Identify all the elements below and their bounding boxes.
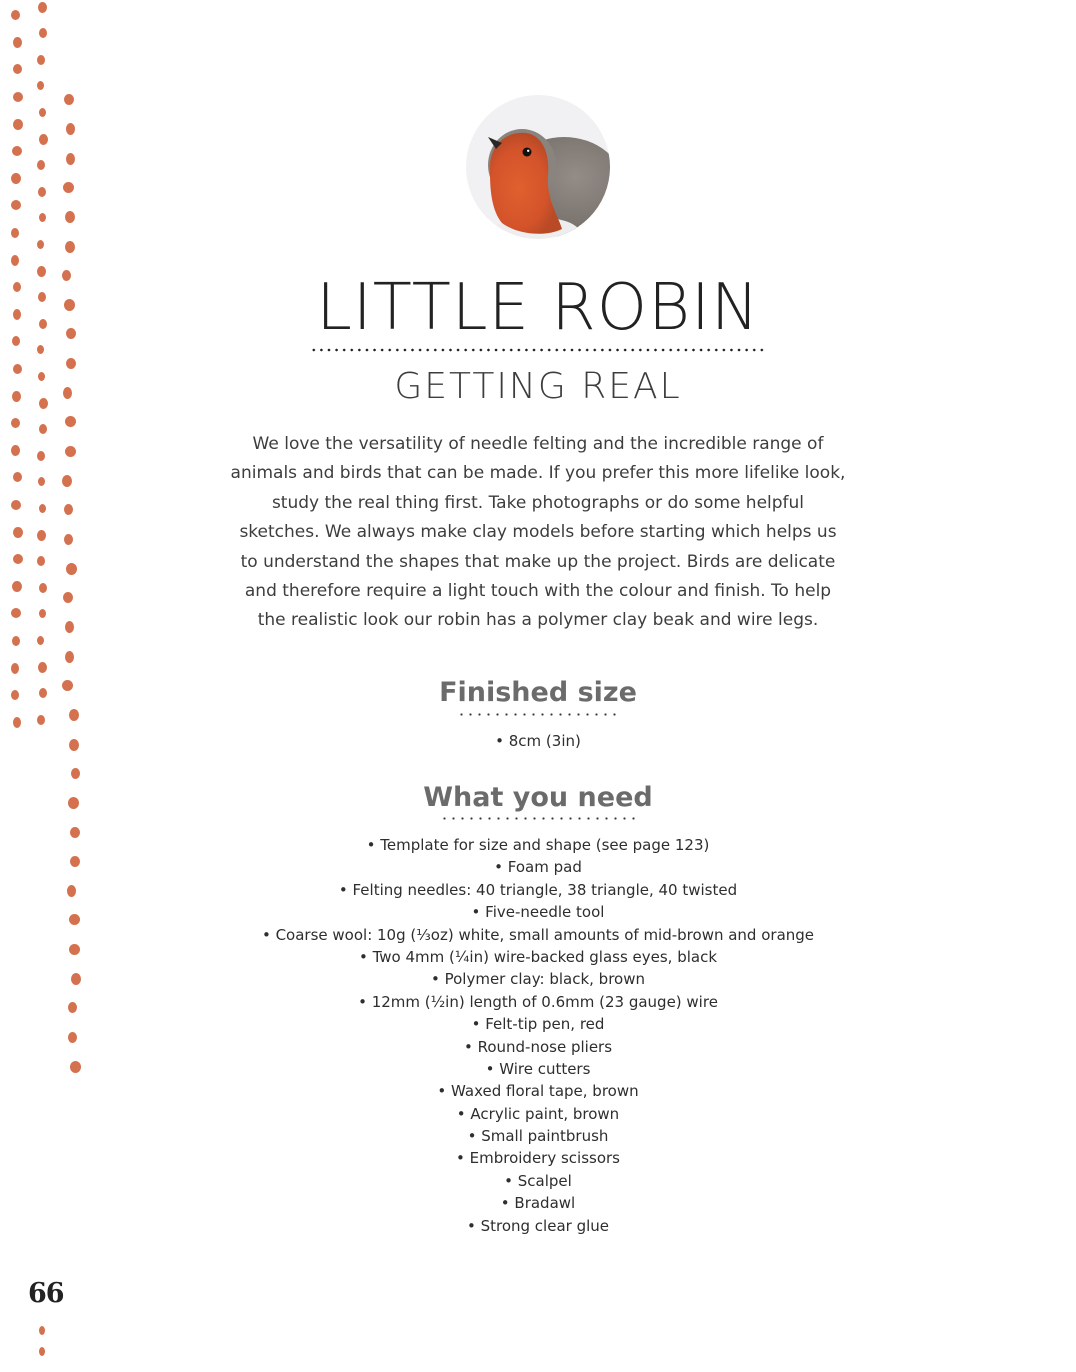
decorative-dot: [13, 472, 22, 482]
decorative-dot: [37, 715, 45, 725]
decorative-dot: [37, 636, 44, 645]
decorative-dot: [13, 64, 22, 74]
list-item: • Polymer clay: black, brown: [0, 968, 1076, 990]
decorative-dot: [13, 37, 22, 48]
decorative-dot: [38, 2, 47, 13]
decorative-dot: [71, 768, 80, 779]
decorative-dot: [11, 418, 20, 428]
page-number: 66: [28, 1278, 64, 1309]
list-item: • Bradawl: [0, 1192, 1076, 1214]
title-dotted-divider: [310, 348, 768, 352]
decorative-dot: [65, 446, 76, 457]
decorative-dot: [39, 504, 46, 513]
decorative-dot: [11, 445, 20, 456]
decorative-dot: [37, 530, 46, 541]
decorative-dot: [38, 662, 47, 673]
decorative-dot: [38, 477, 45, 486]
decorative-dot: [65, 241, 75, 253]
decorative-dot: [13, 717, 21, 728]
decorative-dot: [13, 554, 23, 564]
list-item: • Round-nose pliers: [0, 1036, 1076, 1058]
decorative-dot: [66, 153, 75, 165]
decorative-dot: [39, 28, 47, 38]
decorative-dot: [11, 663, 19, 674]
decorative-dot: [65, 651, 74, 663]
decorative-dot: [38, 187, 46, 197]
list-item: • 12mm (½in) length of 0.6mm (23 gauge) wire: [0, 991, 1076, 1013]
decorative-dot: [39, 1347, 45, 1356]
finished-size-heading: Finished size: [439, 677, 637, 708]
felted-robin-image: [466, 95, 610, 239]
decorative-dot: [37, 345, 44, 354]
decorative-dot: [39, 1326, 45, 1335]
decorative-dot: [66, 563, 77, 575]
list-item: • Waxed floral tape, brown: [0, 1080, 1076, 1102]
decorative-dot: [13, 119, 23, 130]
list-item: • Two 4mm (¼in) wire-backed glass eyes, black: [0, 946, 1076, 968]
list-item: • Wire cutters: [0, 1058, 1076, 1080]
what-you-need-dotted-divider: [440, 817, 637, 820]
decorative-dot: [37, 160, 45, 170]
list-item: • Felt-tip pen, red: [0, 1013, 1076, 1035]
decorative-dot: [65, 211, 75, 223]
decorative-dot: [64, 94, 74, 105]
list-item: • 8cm (3in): [0, 730, 1076, 752]
list-item: • Foam pad: [0, 856, 1076, 878]
decorative-dot: [37, 240, 44, 249]
list-item: • Five-needle tool: [0, 901, 1076, 923]
list-item: • Acrylic paint, brown: [0, 1103, 1076, 1125]
list-item: • Embroidery scissors: [0, 1147, 1076, 1169]
list-item: • Strong clear glue: [0, 1215, 1076, 1237]
decorative-dot: [63, 592, 73, 603]
decorative-dot: [12, 581, 22, 592]
list-item: • Scalpel: [0, 1170, 1076, 1192]
intro-paragraph: We love the versatility of needle felting and the incredible range of animals and birds that can be made. If you prefer this more lifelike look, study the real thing first. Take photographs or do some helpful sketches. We always make clay models before starting which helps us to understand the shapes that make up the project. Birds are delicate and therefore require a light touch with the colour and finish. To help the realistic look our robin has a polymer clay beak and wire legs.: [230, 434, 846, 631]
page-title: LITTLE ROBIN: [316, 271, 760, 345]
decorative-dot: [64, 534, 73, 545]
decorative-dot: [39, 213, 46, 222]
page-subtitle: GETTING REAL: [394, 366, 682, 407]
list-item: • Coarse wool: 10g (⅓oz) white, small amounts of mid-brown and orange: [0, 924, 1076, 946]
decorative-dot: [69, 709, 79, 721]
decorative-dot: [13, 527, 23, 538]
decorative-dot: [12, 146, 22, 156]
decorative-dot: [62, 475, 72, 487]
decorative-dot: [37, 451, 45, 461]
decorative-dot: [37, 81, 44, 90]
decorative-dot: [39, 424, 47, 434]
decorative-dot: [13, 92, 23, 102]
decorative-dot: [11, 228, 19, 238]
decorative-dot: [11, 10, 20, 20]
decorative-dot: [64, 504, 73, 515]
decorative-dot: [39, 609, 46, 618]
what-you-need-heading: What you need: [423, 782, 653, 813]
decorative-dot: [63, 182, 74, 193]
decorative-dot: [11, 200, 21, 210]
finished-size-list: [0, 730, 1076, 752]
decorative-dot: [11, 500, 21, 510]
what-you-need-list: [0, 834, 1076, 1237]
decorative-dot: [12, 636, 20, 646]
robin-photo: [466, 95, 610, 239]
decorative-dot: [37, 556, 45, 566]
decorative-dot: [11, 608, 21, 618]
decorative-dot: [65, 621, 74, 633]
decorative-dot: [11, 173, 21, 184]
decorative-dot: [39, 583, 47, 593]
list-item: • Small paintbrush: [0, 1125, 1076, 1147]
decorative-dot: [66, 123, 75, 135]
finished-size-dotted-divider: [457, 713, 621, 716]
decorative-dot: [65, 416, 76, 427]
list-item: • Template for size and shape (see page 123): [0, 834, 1076, 856]
decorative-dot: [11, 255, 19, 266]
decorative-dot: [39, 108, 46, 117]
decorative-dot: [39, 134, 48, 145]
list-item: • Felting needles: 40 triangle, 38 triangle, 40 twisted: [0, 879, 1076, 901]
decorative-dot: [37, 55, 45, 65]
